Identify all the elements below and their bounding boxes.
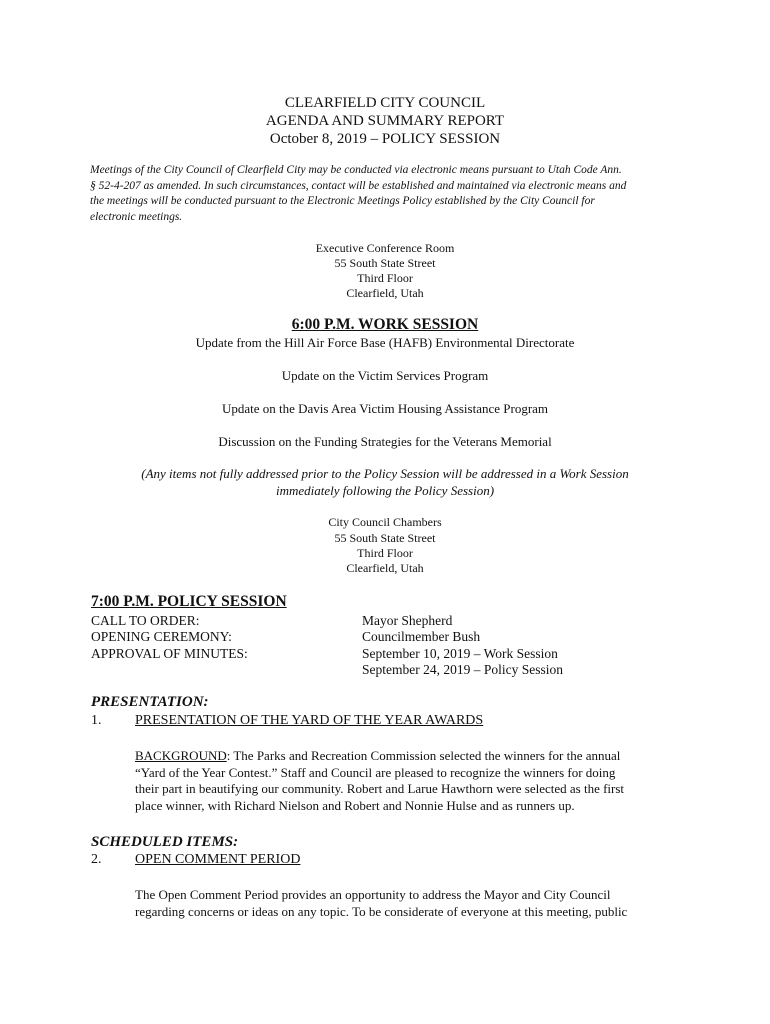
presentation-heading: PRESENTATION: — [91, 694, 209, 710]
work-session-item: Update from the Hill Air Force Base (HAFB) Environmental Directorate — [195, 335, 575, 350]
opening-ceremony-value: Councilmember Bush — [362, 629, 481, 644]
work-location-room: Executive Conference Room — [315, 241, 455, 255]
policy-location-street: 55 South State Street — [334, 531, 436, 545]
notice-line: the meetings will be conducted pursuant to the Electronic Meetings Policy established by the City Council for — [90, 195, 595, 207]
background-label: BACKGROUND — [135, 748, 227, 763]
notice-line: electronic meetings. — [90, 210, 183, 223]
call-to-order-value: Mayor Shepherd — [362, 613, 453, 628]
approval-of-minutes-value-2: September 24, 2019 – Policy Session — [362, 662, 563, 677]
approval-of-minutes-label: APPROVAL OF MINUTES: — [91, 646, 248, 661]
policy-location-city: Clearfield, Utah — [346, 561, 424, 575]
background-text: their part in beautifying our community. Robert and Larue Hawthorn were selected as the first — [135, 781, 625, 796]
approval-of-minutes-value: September 10, 2019 – Work Session — [362, 646, 558, 661]
open-comment-description — [135, 887, 675, 920]
electronic-meeting-notice — [90, 163, 690, 225]
description-line: regarding concerns or ideas on any topic. To be considerate of everyone at this meeting, public — [135, 903, 628, 919]
item-number: 1. — [91, 713, 102, 728]
notice-line: § 52-4-207 as amended. In such circumstances, contact will be established and maintained via electronic means and — [90, 179, 627, 192]
scheduled-items-heading: SCHEDULED ITEMS: — [91, 834, 239, 850]
item-title: PRESENTATION OF THE YARD OF THE YEAR AWARDS — [135, 713, 484, 728]
background-text: “Yard of the Year Contest.” Staff and Council are pleased to recognize the winners for doing — [135, 764, 616, 780]
opening-ceremony-label: OPENING CEREMONY: — [91, 629, 232, 644]
presentation-background — [135, 748, 675, 814]
notice-line: Meetings of the City Council of Clearfield City may be conducted via electronic means pursuant to Utah Code Ann. — [90, 164, 622, 176]
work-location-floor: Third Floor — [357, 271, 413, 285]
item-title: OPEN COMMENT PERIOD — [135, 852, 301, 867]
work-session-note: immediately following the Policy Session) — [275, 483, 495, 498]
description-line: The Open Comment Period provides an opportunity to address the Mayor and City Council — [135, 887, 611, 902]
report-title: AGENDA AND SUMMARY REPORT — [265, 113, 505, 129]
work-session-item: Update on the Victim Services Program — [281, 368, 489, 383]
session-date: October 8, 2019 – POLICY SESSION — [269, 131, 501, 147]
policy-location-floor: Third Floor — [357, 546, 413, 560]
call-to-order-label: CALL TO ORDER: — [91, 613, 200, 628]
item-number: 2. — [91, 852, 102, 867]
work-session-heading: 6:00 P.M. WORK SESSION — [291, 316, 479, 333]
policy-location-room: City Council Chambers — [328, 515, 442, 529]
work-location-street: 55 South State Street — [334, 256, 436, 270]
background-text: place winner, with Richard Nielson and Robert and Nonnie Hulse and as runners up. — [135, 797, 575, 813]
work-session-item: Update on the Davis Area Victim Housing Assistance Program — [221, 401, 549, 416]
work-session-note: (Any items not fully addressed prior to the Policy Session will be addressed in a Work Session — [141, 466, 629, 481]
work-session-item: Discussion on the Funding Strategies for the Veterans Memorial — [218, 434, 552, 449]
policy-session-heading: 7:00 P.M. POLICY SESSION — [91, 593, 287, 610]
work-location-city: Clearfield, Utah — [346, 286, 424, 300]
background-text: : The Parks and Recreation Commission selected the winners for the annual — [226, 748, 621, 763]
council-title: CLEARFIELD CITY COUNCIL — [284, 95, 486, 111]
